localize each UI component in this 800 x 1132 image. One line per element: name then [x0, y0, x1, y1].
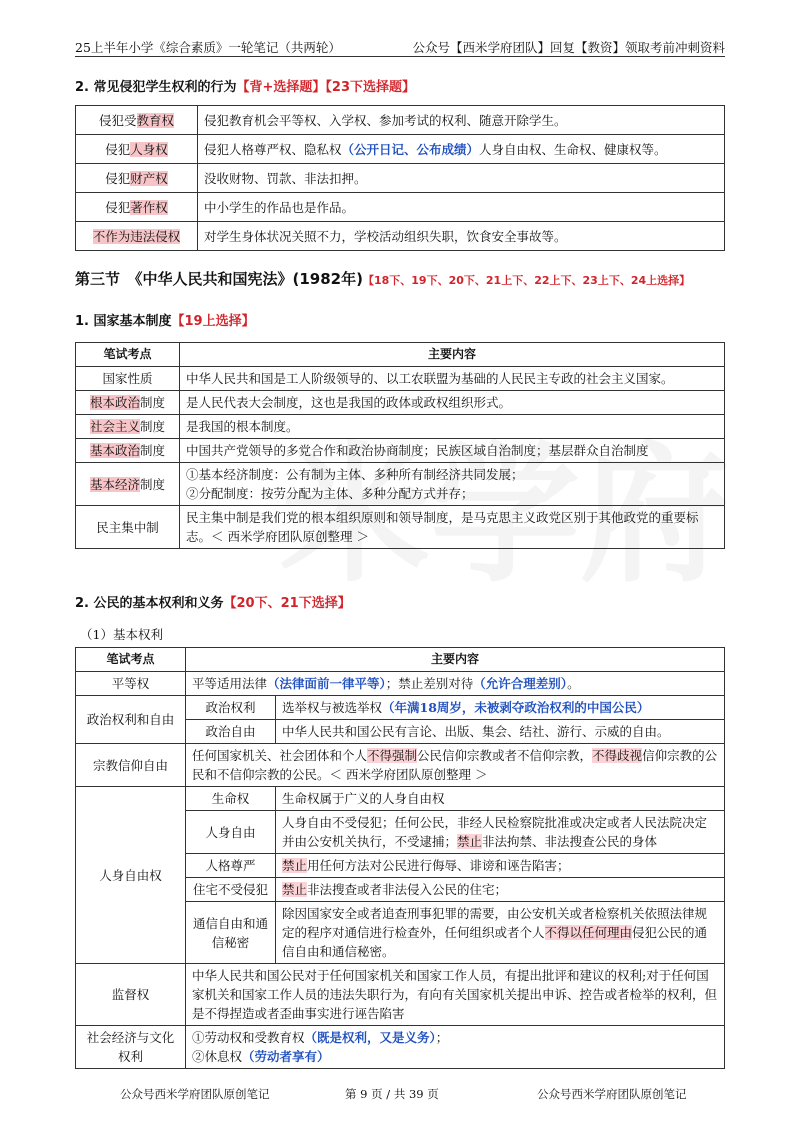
- footer-right: 公众号西米学府团队原创笔记: [537, 1087, 687, 1101]
- infringe-table: [75, 105, 725, 251]
- table-header-row: 笔试考点 主要内容: [76, 648, 725, 672]
- table-row: 监督权 中华人民共和国公民对于任何国家机关和国家工作人员，有提出批评和建议的权利;对于任何国家机关和国家工作人员的违法失职行为，有向有关国家机关提出申诉、控告或者检举的权利，但是不得捏造或者歪曲事实进行诬告陷害: [76, 964, 725, 1026]
- table-row: 侵犯受教育权 侵犯教育机会平等权、入学权、参加考试的权利、随意开除学生。: [76, 106, 725, 135]
- table-row: 政治权利和自由 政治权利 选举权与被选举权（年满18周岁，未被剥夺政治权利的中国公民）: [76, 696, 725, 720]
- table-row: 侵犯著作权 中小学生的作品也是作品。: [76, 193, 725, 222]
- section2-heading: 2. 常见侵犯学生权利的行为【背+选择题】【23下选择题】: [75, 80, 415, 95]
- page-number: 第 9 页 / 共 39 页: [345, 1087, 439, 1101]
- table-row: 侵犯财产权 没收财物、罚款、非法扣押。: [76, 164, 725, 193]
- table-header-row: 笔试考点 主要内容: [76, 343, 725, 367]
- table-row: 社会经济与文化权利 ①劳动权和受教育权（既是权利，又是义务）； ②休息权（劳动者享有）: [76, 1026, 725, 1069]
- page-header: [75, 36, 725, 57]
- basic-system-table: [75, 342, 725, 549]
- table-row: 国家性质 中华人民共和国是工人阶级领导的、以工农联盟为基础的人民民主专政的社会主义国家。: [76, 367, 725, 391]
- chapter-title: 第三节 《中华人民共和国宪法》(1982年)【18下、19下、20下、21上下、22上下、23上下、24上选择】: [75, 270, 691, 288]
- table-row: 政治自由 中华人民共和国公民有言论、出版、集会、结社、游行、示威的自由。: [76, 720, 725, 744]
- rights-subtitle: （1）基本权利: [80, 627, 163, 642]
- rights-heading: 2. 公民的基本权利和义务【20下、21下选择】: [75, 596, 351, 611]
- table-row: 人身自由权 生命权 生命权属于广义的人身自由权: [76, 787, 725, 811]
- table-row: 基本政治制度 中国共产党领导的多党合作和政治协商制度；民族区域自治制度；基层群众自治制度: [76, 439, 725, 463]
- table-row: 人身自由 人身自由不受侵犯；任何公民，非经人民检察院批准或决定或者人民法院决定并由公安机关执行，不受逮捕；禁止非法拘禁、非法搜查公民的身体: [76, 811, 725, 854]
- table-row: 通信自由和通信秘密 除因国家安全或者追查刑事犯罪的需要，由公安机关或者检察机关依照法律规定的程序对通信进行检查外，任何组织或者个人不得以任何理由侵犯公民的通信自由和通信秘密。: [76, 902, 725, 964]
- table-row: 不作为违法侵权 对学生身体状况关照不力，学校活动组织失职，饮食安全事故等。: [76, 222, 725, 251]
- basic-system-heading: 1. 国家基本制度【19上选择】: [75, 314, 255, 329]
- table-row: 根本政治制度 是人民代表大会制度，这也是我国的政体或政权组织形式。: [76, 391, 725, 415]
- header-right: 公众号【西米学府团队】回复【教资】领取考前冲刺资料: [412, 40, 725, 55]
- header-left: 25上半年小学《综合素质》一轮笔记（共两轮）: [75, 40, 341, 55]
- table-row: 平等权 平等适用法律（法律面前一律平等）；禁止差别对待（允许合理差别）。: [76, 672, 725, 696]
- footer-left: 公众号西米学府团队原创笔记: [120, 1087, 270, 1101]
- table-row: 社会主义制度 是我国的根本制度。: [76, 415, 725, 439]
- table-row: 民主集中制 民主集中制是我们党的根本组织原则和领导制度，是马克思主义政党区别于其他政党的重要标志。＜ 西米学府团队原创整理 ＞: [76, 506, 725, 549]
- table-row: 基本经济制度 ①基本经济制度：公有制为主体、多种所有制经济共同发展； ②分配制度：按劳分配为主体、多种分配方式并存；: [76, 463, 725, 506]
- table-row: 侵犯人身权 侵犯人格尊严权、隐私权（公开日记、公布成绩）人身自由权、生命权、健康权等。: [76, 135, 725, 164]
- table-row: 人格尊严 禁止用任何方法对公民进行侮辱、诽谤和诬告陷害；: [76, 854, 725, 878]
- table-row: 住宅不受侵犯 禁止非法搜查或者非法侵入公民的住宅；: [76, 878, 725, 902]
- rights-table: [75, 647, 725, 1069]
- table-row: 宗教信仰自由 任何国家机关、社会团体和个人不得强制公民信仰宗教或者不信仰宗教，不得歧视信仰宗教的公民和不信仰宗教的公民。＜ 西米学府团队原创整理 ＞: [76, 744, 725, 787]
